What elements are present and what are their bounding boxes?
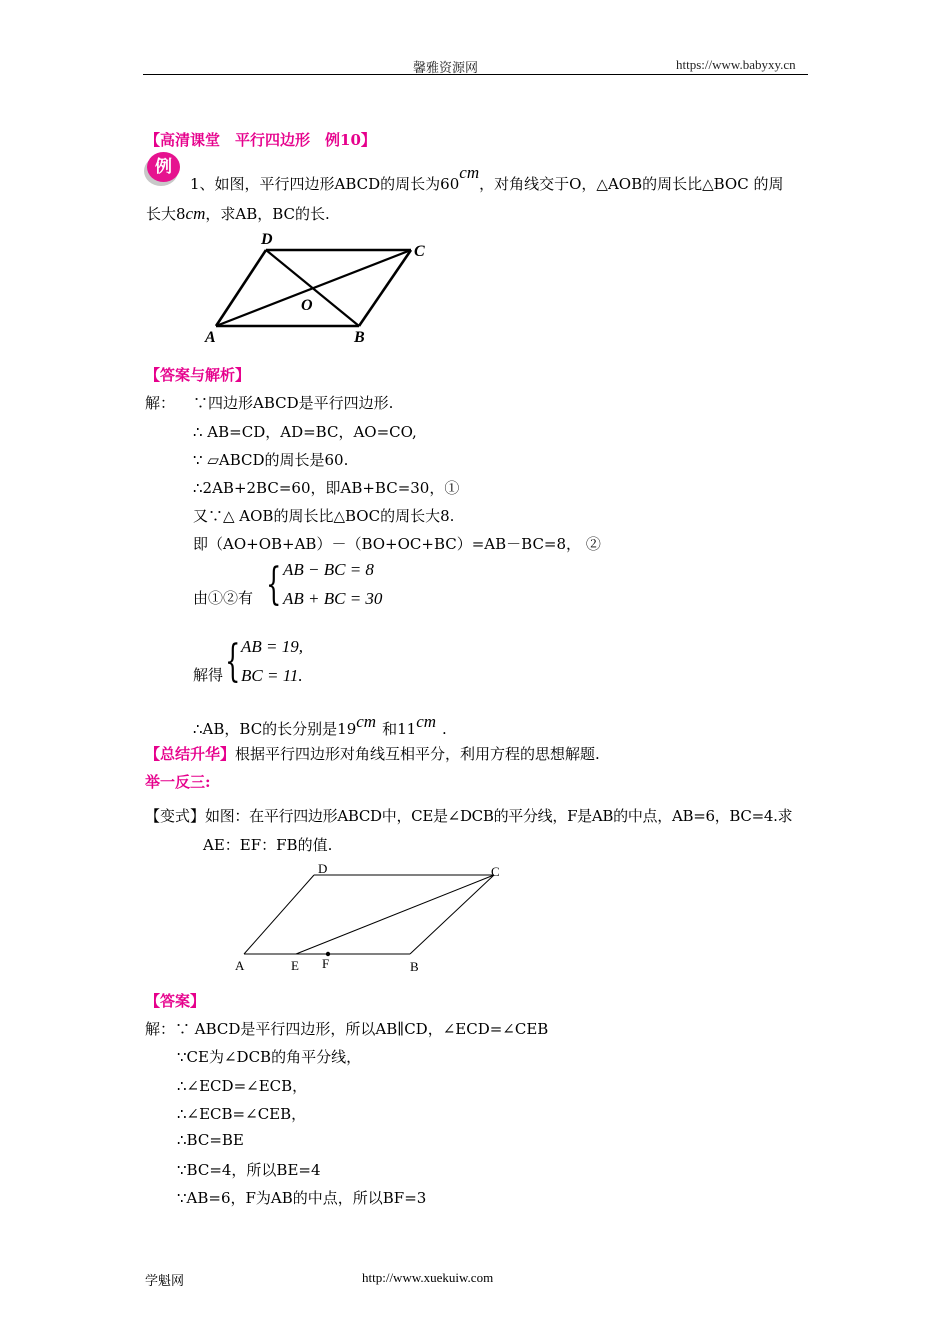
answer2-heading: 【答案】 bbox=[145, 992, 206, 1010]
answer2-line-1: 解：∵ ABCD是平行四边形，所以AB∥CD，∠ECD=∠CEB bbox=[145, 1020, 549, 1038]
unit-cm: cm bbox=[356, 712, 377, 731]
fig2-label-a: A bbox=[235, 958, 245, 973]
solution-line-3 bbox=[193, 449, 348, 470]
figure-parallelogram-ce-bisector bbox=[228, 858, 518, 978]
summary-label: 【总结升华】 bbox=[145, 745, 236, 763]
header-url[interactable]: https://www.babyxy.cn bbox=[676, 57, 796, 72]
fig1-edge-ad bbox=[216, 250, 266, 326]
unit-cm: cm bbox=[185, 204, 206, 223]
answer2-line-2: ∵CE为∠DCB的角平分线， bbox=[177, 1048, 362, 1066]
variant-text-1: 如图：在平行四边形ABCD中，CE是∠DCB的平分线，F是AB的中点，AB=6，BC=4.求 bbox=[205, 807, 793, 825]
problem-line-2-post: ，求AB，BC的长. bbox=[205, 205, 330, 223]
fig2-edge-ad bbox=[244, 875, 314, 954]
fig1-edge-cb bbox=[359, 250, 411, 326]
solution-line-5: 又∵△ AOB的周长比△BOC的周长大8. bbox=[193, 507, 455, 525]
system-2-eq-2: BC = 11. bbox=[241, 666, 303, 685]
example-badge-label: 例 bbox=[155, 157, 172, 177]
solution-line-4: ∴2AB+2BC=60，即AB+BC=30，① bbox=[193, 479, 460, 497]
solution-result-pre: ∴AB，BC的长分别是19 bbox=[193, 720, 357, 738]
unit-cm: cm bbox=[459, 163, 480, 182]
figure-parallelogram-abcd bbox=[200, 226, 440, 351]
fig1-label-d: D bbox=[261, 231, 273, 248]
parallelogram-symbol: ▱ bbox=[207, 451, 219, 469]
system-2-label: 解得 bbox=[193, 666, 224, 684]
solution-line-1: ∵四边形ABCD是平行四边形. bbox=[193, 394, 394, 412]
problem-line-2 bbox=[146, 203, 330, 224]
problem-line-1-post: ，对角线交于O，△AOB的周长比△BOC 的周 bbox=[479, 175, 784, 193]
answer-heading: 【答案与解析】 bbox=[145, 366, 251, 384]
fig2-label-d: D bbox=[318, 861, 328, 876]
answer2-line-5: ∴BC=BE bbox=[177, 1131, 244, 1149]
solution-result-post: . bbox=[442, 720, 447, 738]
summary bbox=[145, 743, 600, 764]
system-2-eq-1: AB = 19, bbox=[241, 637, 303, 656]
variant-line-1 bbox=[145, 805, 792, 826]
system-1-brace: { bbox=[266, 559, 282, 610]
answer2-line-3: ∴∠ECD=∠ECB， bbox=[177, 1077, 308, 1095]
unit-cm: cm bbox=[416, 712, 437, 731]
section-title: 【高清课堂 平行四边形 例10】 bbox=[145, 131, 376, 149]
footer-site-name: 学魁网 bbox=[145, 1274, 185, 1289]
fig1-label-a: A bbox=[205, 329, 216, 346]
solution-result bbox=[193, 712, 447, 739]
example-badge-circle bbox=[147, 152, 180, 182]
fig2-label-c: C bbox=[491, 864, 500, 879]
practice-heading: 举一反三: bbox=[145, 773, 211, 791]
fig2-label-f: F bbox=[322, 956, 330, 971]
fig1-label-b: B bbox=[354, 329, 365, 346]
solution-line-3-pre: ∵ bbox=[193, 451, 208, 469]
fig1-label-c: C bbox=[414, 243, 425, 260]
variant-line-2: AE：EF：FB的值. bbox=[203, 836, 333, 854]
fig1-diagonal-db bbox=[266, 250, 359, 326]
answer2-line-6: ∵BC=4，所以BE=4 bbox=[177, 1161, 321, 1179]
fig2-label-e: E bbox=[291, 958, 299, 973]
solution-line-2: ∴ AB=CD，AD=BC，AO=CO, bbox=[193, 423, 417, 441]
system-2-brace: { bbox=[225, 636, 241, 687]
variant-label: 【变式】 bbox=[145, 807, 206, 825]
summary-text: 根据平行四边形对角线互相平分，利用方程的思想解题. bbox=[235, 745, 600, 763]
problem-line-1 bbox=[190, 163, 784, 194]
system-1-eq-2: AB + BC = 30 bbox=[283, 589, 383, 608]
system-1-label: 由①②有 bbox=[193, 589, 254, 607]
solution-prefix: 解： bbox=[145, 394, 176, 412]
fig2-edge-cb bbox=[410, 875, 494, 954]
header-rule bbox=[143, 74, 808, 75]
example-badge bbox=[144, 152, 182, 188]
answer2-line-7: ∵AB=6，F为AB的中点，所以BF=3 bbox=[177, 1189, 427, 1207]
answer2-line-4: ∴∠ECB=∠CEB， bbox=[177, 1105, 307, 1123]
fig2-segment-ce bbox=[296, 875, 494, 954]
problem-line-1-pre: 1、如图，平行四边形ABCD的周长为60 bbox=[190, 175, 460, 193]
solution-line-6: 即（AO+OB+AB）－（BO+OC+BC）=AB－BC=8， ② bbox=[193, 535, 601, 553]
footer-url[interactable]: http://www.xuekuiw.com bbox=[362, 1270, 494, 1285]
problem-line-2-pre: 长大8 bbox=[146, 205, 186, 223]
solution-result-mid: 和11 bbox=[382, 720, 417, 738]
header-site-name: 馨雅资源网 bbox=[413, 61, 479, 76]
fig1-label-o: O bbox=[301, 297, 313, 314]
solution-line-3-post: ABCD的周长是60. bbox=[218, 451, 349, 469]
system-1-eq-1: AB − BC = 8 bbox=[283, 560, 374, 579]
fig2-label-b: B bbox=[410, 959, 419, 974]
